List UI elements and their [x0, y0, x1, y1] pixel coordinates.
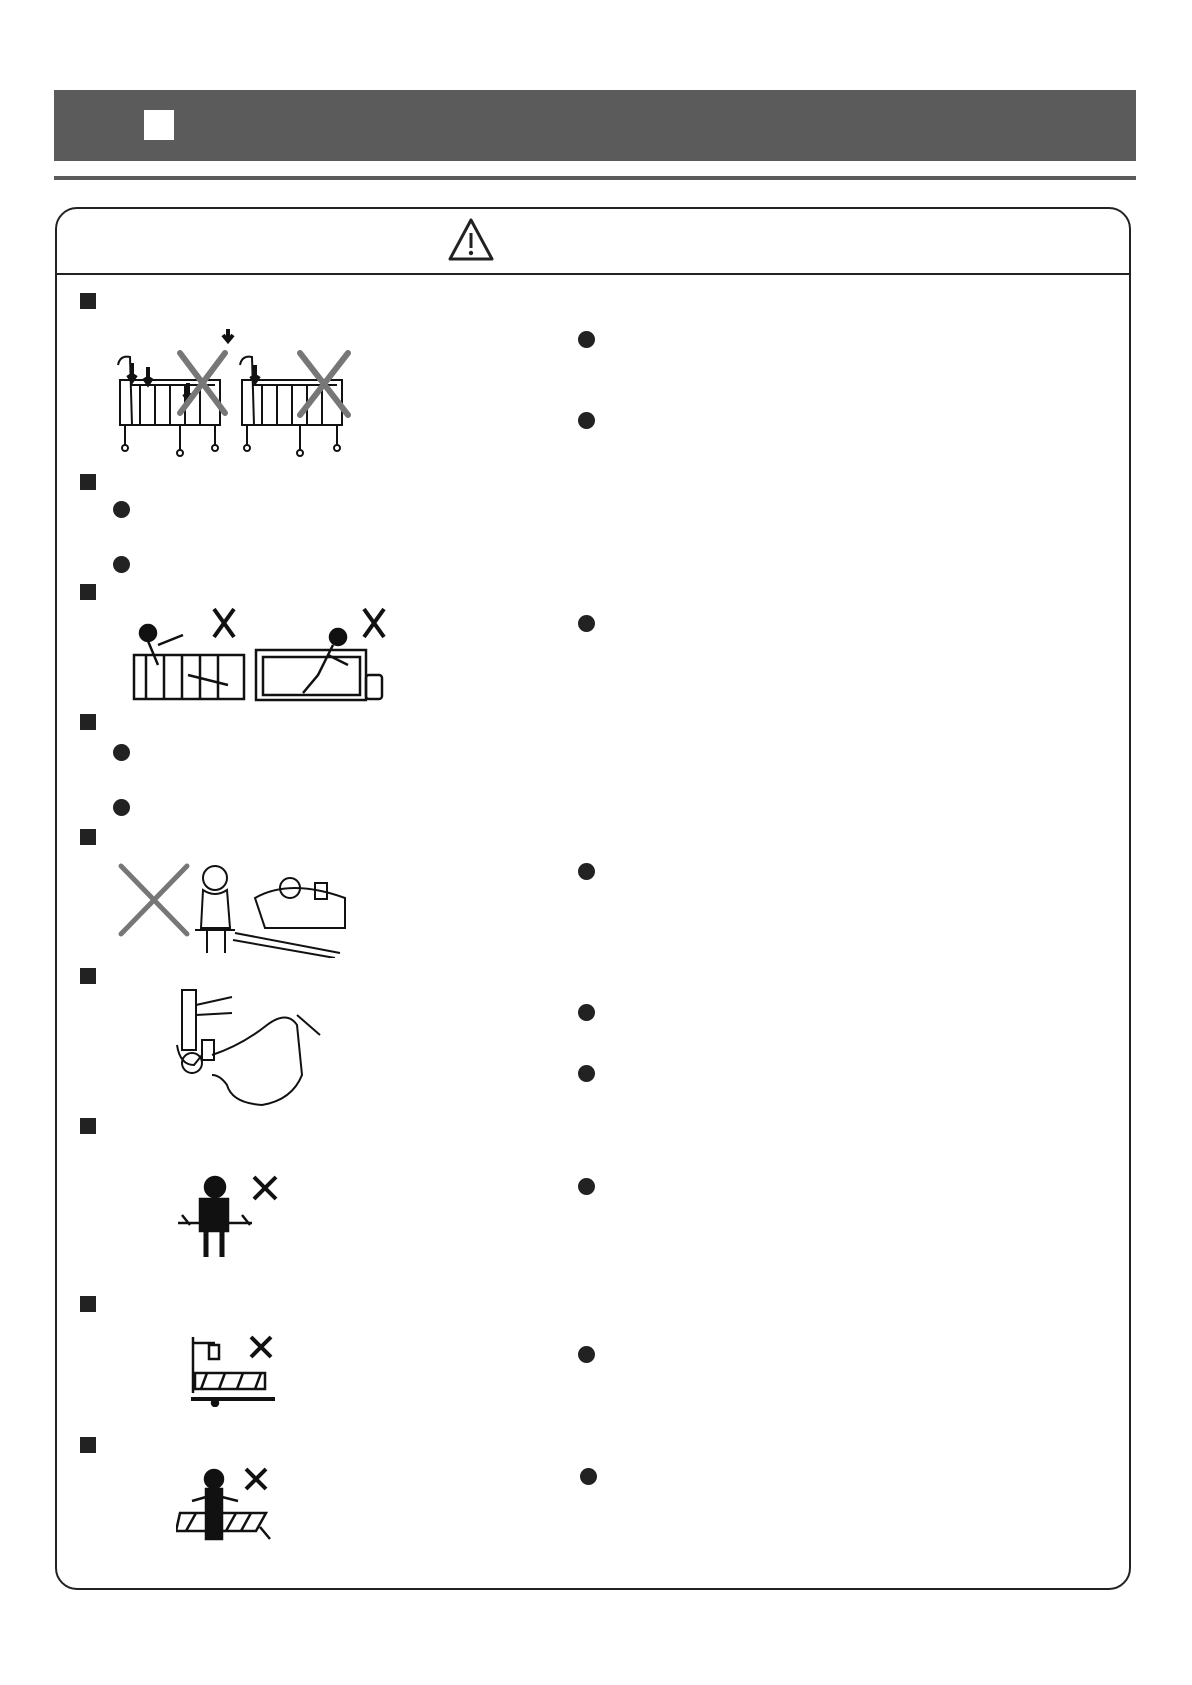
dot-bullet-icon	[578, 863, 595, 880]
dot-bullet-icon	[578, 1178, 595, 1195]
dot-bullet-icon	[113, 799, 130, 816]
person-lifting-illustration	[172, 1175, 287, 1260]
section-bullet	[80, 293, 96, 309]
person-under-bed-illustration	[176, 1467, 281, 1547]
dot-bullet-icon	[578, 1004, 595, 1021]
dot-bullet-icon	[113, 744, 130, 761]
bed-rails-illustration	[110, 325, 360, 460]
caregiver-patient-illustration	[115, 858, 355, 958]
dot-bullet-icon	[113, 556, 130, 573]
section-bullet	[80, 1118, 96, 1134]
section-bullet	[80, 714, 96, 730]
header-bar	[54, 90, 1136, 161]
section-bullet	[80, 968, 96, 984]
limbs-rails-illustration	[128, 605, 410, 703]
dot-bullet-icon	[578, 615, 595, 632]
dot-bullet-icon	[580, 1468, 597, 1485]
caster-foot-illustration	[172, 985, 322, 1110]
section-bullet	[80, 1437, 96, 1453]
dot-bullet-icon	[578, 331, 595, 348]
header-rule	[54, 176, 1136, 180]
dot-bullet-icon	[578, 1346, 595, 1363]
dot-bullet-icon	[578, 412, 595, 429]
section-bullet	[80, 584, 96, 600]
drip-stand-illustration	[185, 1333, 285, 1407]
header-square-icon	[144, 110, 174, 140]
section-bullet	[80, 1296, 96, 1312]
panel-divider	[57, 273, 1129, 275]
warning-triangle-icon	[447, 217, 495, 263]
dot-bullet-icon	[113, 501, 130, 518]
dot-bullet-icon	[578, 1065, 595, 1082]
section-bullet	[80, 829, 96, 845]
section-bullet	[80, 474, 96, 490]
